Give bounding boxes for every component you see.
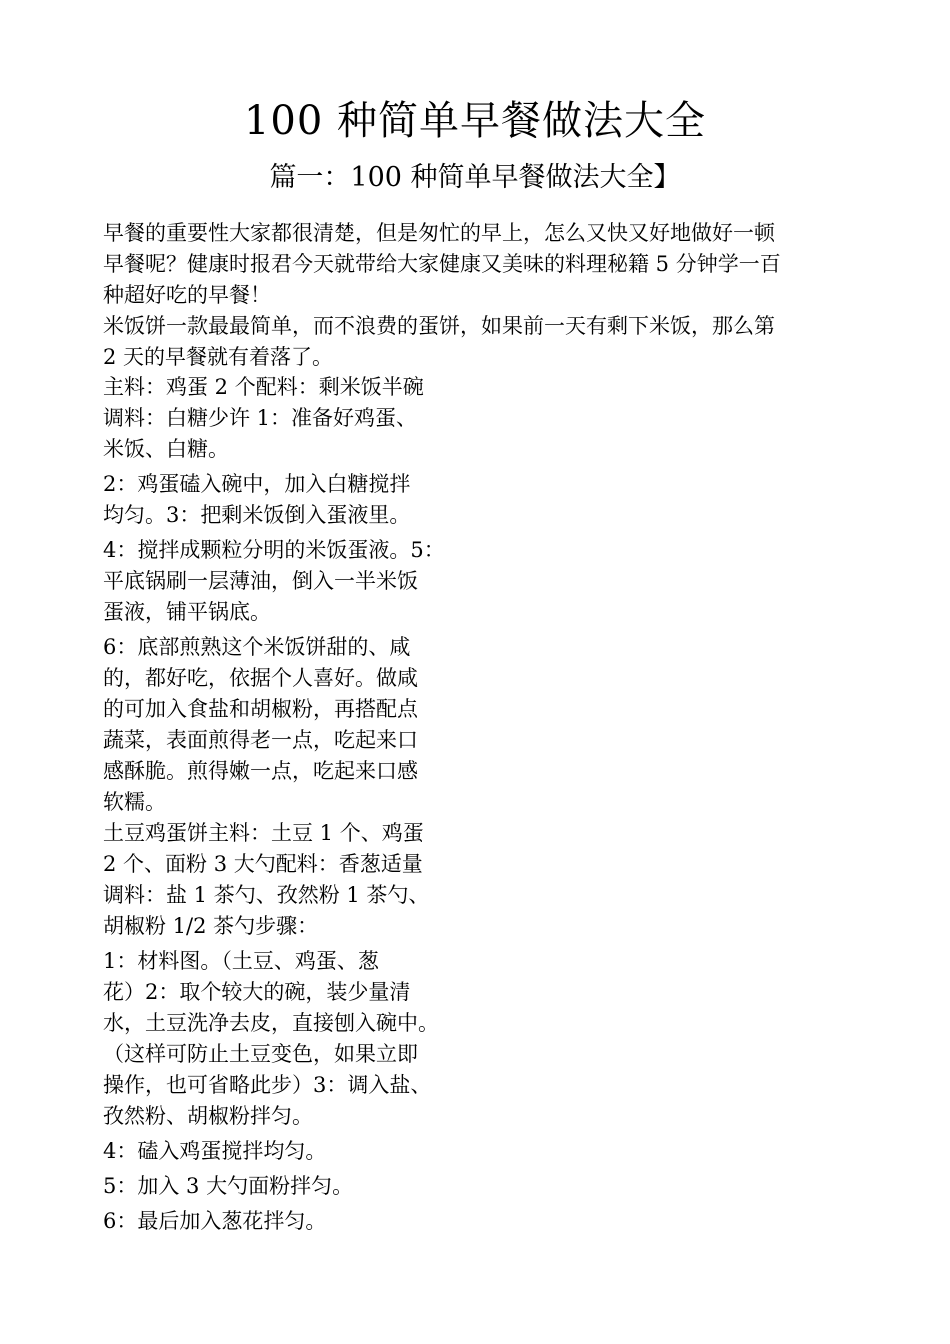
text-line: 米饭、白糖。 bbox=[103, 437, 229, 461]
text-line: 早餐的重要性大家都很清楚，但是匆忙的早上，怎么又快又好地做好一顿 bbox=[103, 221, 775, 245]
text-line: 米饭饼一款最最简单，而不浪费的蛋饼，如果前一天有剩下米饭，那么第 bbox=[103, 314, 775, 338]
text-line: 的可加入食盐和胡椒粉，再搭配点 bbox=[103, 697, 418, 721]
text-line: 主料：鸡蛋 2 个配料：剩米饭半碗 bbox=[103, 375, 424, 399]
text-line: 均匀。3：把剩米饭倒入蛋液里。 bbox=[103, 503, 411, 527]
text-line: 水，土豆洗净去皮，直接刨入碗中。 bbox=[103, 1011, 439, 1035]
text-line: 调料：盐 1 茶勺、孜然粉 1 茶勺、 bbox=[103, 883, 430, 907]
text-line: 胡椒粉 1/2 茶勺步骤： bbox=[103, 914, 319, 938]
text-line: 蛋液，铺平锅底。 bbox=[103, 600, 271, 624]
text-line: 的，都好吃，依据个人喜好。做咸 bbox=[103, 666, 418, 690]
text-line: 操作，也可省略此步）3：调入盐、 bbox=[103, 1073, 432, 1097]
text-line: 5：加入 3 大勺面粉拌匀。 bbox=[103, 1174, 354, 1198]
text-line: 平底锅刷一层薄油，倒入一半米饭 bbox=[103, 569, 418, 593]
text-line: 感酥脆。煎得嫩一点，吃起来口感 bbox=[103, 759, 418, 783]
text-line: 1：材料图。（土豆、鸡蛋、葱 bbox=[103, 949, 379, 973]
text-line: 土豆鸡蛋饼主料：土豆 1 个、鸡蛋 bbox=[103, 821, 424, 845]
text-line: 软糯。 bbox=[103, 790, 166, 814]
text-line: 调料：白糖少许 1：准备好鸡蛋、 bbox=[103, 406, 418, 430]
text-line: 孜然粉、胡椒粉拌匀。 bbox=[103, 1104, 313, 1128]
text-line: 种超好吃的早餐！ bbox=[103, 283, 271, 307]
text-line: 花）2：取个较大的碗，装少量清 bbox=[103, 980, 411, 1004]
text-line: 4：磕入鸡蛋搅拌均匀。 bbox=[103, 1139, 327, 1163]
text-line: 6：底部煎熟这个米饭饼甜的、咸 bbox=[103, 635, 411, 659]
document-title: 100 种简单早餐做法大全 bbox=[243, 98, 707, 144]
intro-paragraph bbox=[103, 218, 863, 373]
text-line: 早餐呢？健康时报君今天就带给大家健康又美味的料理秘籍 5 分钟学一百 bbox=[103, 252, 781, 276]
text-line: 2：鸡蛋磕入碗中，加入白糖搅拌 bbox=[103, 472, 411, 496]
text-line: 2 天的早餐就有着落了。 bbox=[103, 345, 334, 369]
document-subtitle: 篇一：100 种简单早餐做法大全】 bbox=[269, 162, 681, 193]
recipe-column bbox=[103, 372, 483, 1237]
text-line: （这样可防止土豆变色，如果立即 bbox=[103, 1042, 418, 1066]
text-line: 6：最后加入葱花拌匀。 bbox=[103, 1209, 327, 1233]
text-line: 蔬菜，表面煎得老一点，吃起来口 bbox=[103, 728, 418, 752]
text-line: 4：搅拌成颗粒分明的米饭蛋液。5： bbox=[103, 538, 445, 562]
text-line: 2 个、面粉 3 大勺配料：香葱适量 bbox=[103, 852, 423, 876]
